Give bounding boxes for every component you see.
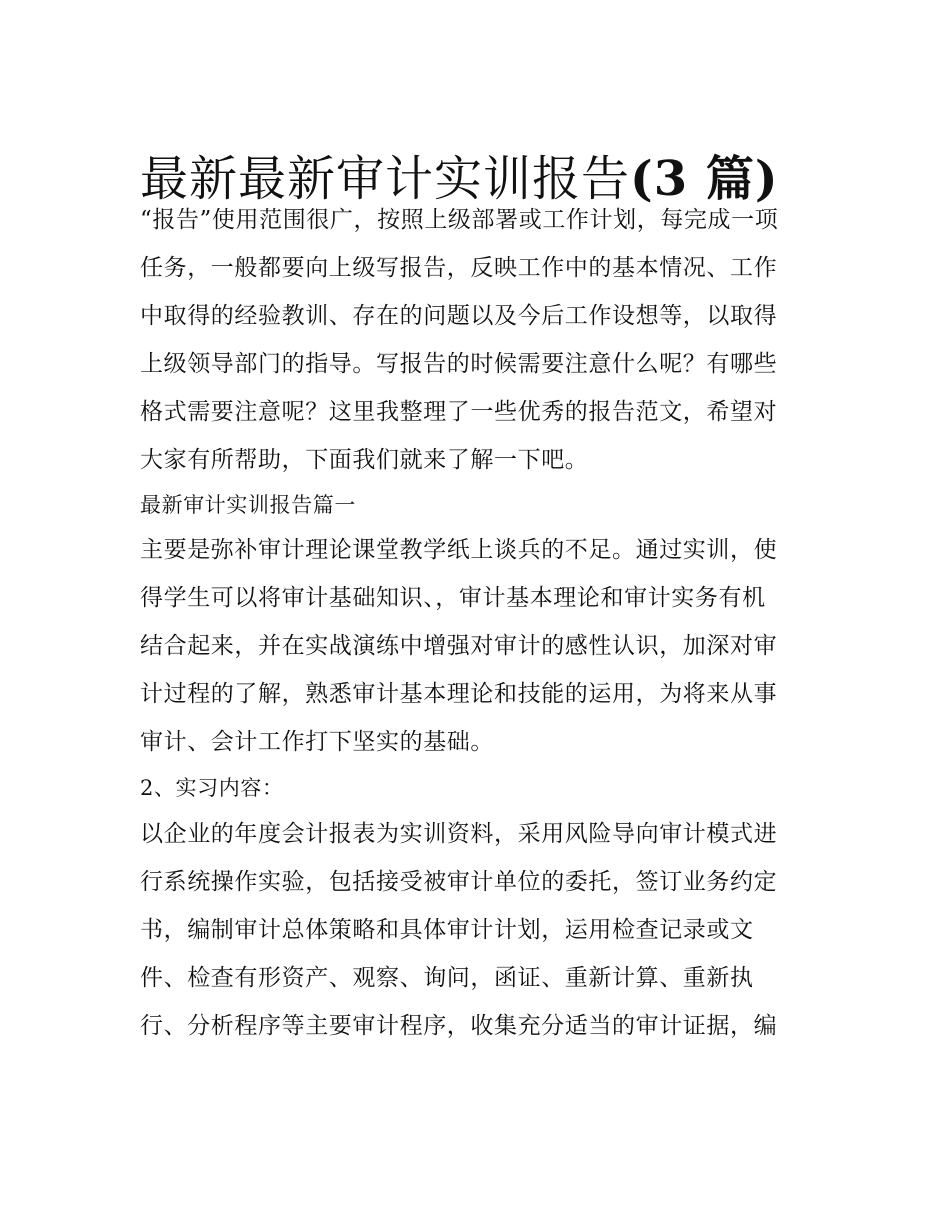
title-suffix: (3 篇) [630, 151, 779, 208]
text-line: “报告”使用范围很广，按照上级部署或工作计划，每完成一项 [140, 207, 779, 233]
text-line: 主要是弥补审计理论课堂教学纸上谈兵的不足。通过实训，使 [140, 537, 778, 563]
document-body [140, 196, 814, 1050]
text-line: 以企业的年度会计报表为实训资料，采用风险导向审计模式进 [140, 821, 778, 847]
text-line: 得学生可以将审计基础知识、，审计基本理论和审计实务有机 [140, 585, 766, 611]
text-line: 计过程的了解，熟悉审计基本理论和技能的运用，为将来从事 [140, 681, 778, 707]
text-line: 大家有所帮助，下面我们就来了解一下吧。 [140, 447, 589, 473]
text-line: 任务，一般都要向上级写报告，反映工作中的基本情况、工作 [140, 255, 778, 281]
title-main: 最新最新审计实训报告 [140, 151, 631, 208]
intro-paragraph [140, 196, 814, 484]
text-line: 件、检查有形资产、观察、询问，函证、重新计算、重新执 [140, 965, 754, 991]
paragraph-content [140, 810, 814, 1050]
text-line: 行系统操作实验，包括接受被审计单位的委托，签订业务约定 [140, 869, 778, 895]
section-heading: 最新审计实训报告篇一 [140, 493, 356, 517]
text-line: 格式需要注意呢？这里我整理了一些优秀的报告范文，希望对 [140, 399, 778, 425]
text-line: 结合起来，并在实战演练中增强对审计的感性认识，加深对审 [140, 633, 778, 659]
text-line: 行、分析程序等主要审计程序，收集充分适当的审计证据，编 [140, 1013, 778, 1039]
text-line: 书，编制审计总体策略和具体审计计划，运用检查记录或文 [140, 917, 754, 943]
text-line: 上级领导部门的指导。写报告的时候需要注意什么呢？有哪些 [140, 351, 778, 377]
paragraph-purpose [140, 526, 814, 766]
item-heading: 2、实习内容： [140, 776, 284, 800]
text-line: 审计、会计工作打下坚实的基础。 [140, 729, 494, 755]
text-line: 中取得的经验教训、存在的问题以及今后工作设想等，以取得 [140, 303, 778, 329]
